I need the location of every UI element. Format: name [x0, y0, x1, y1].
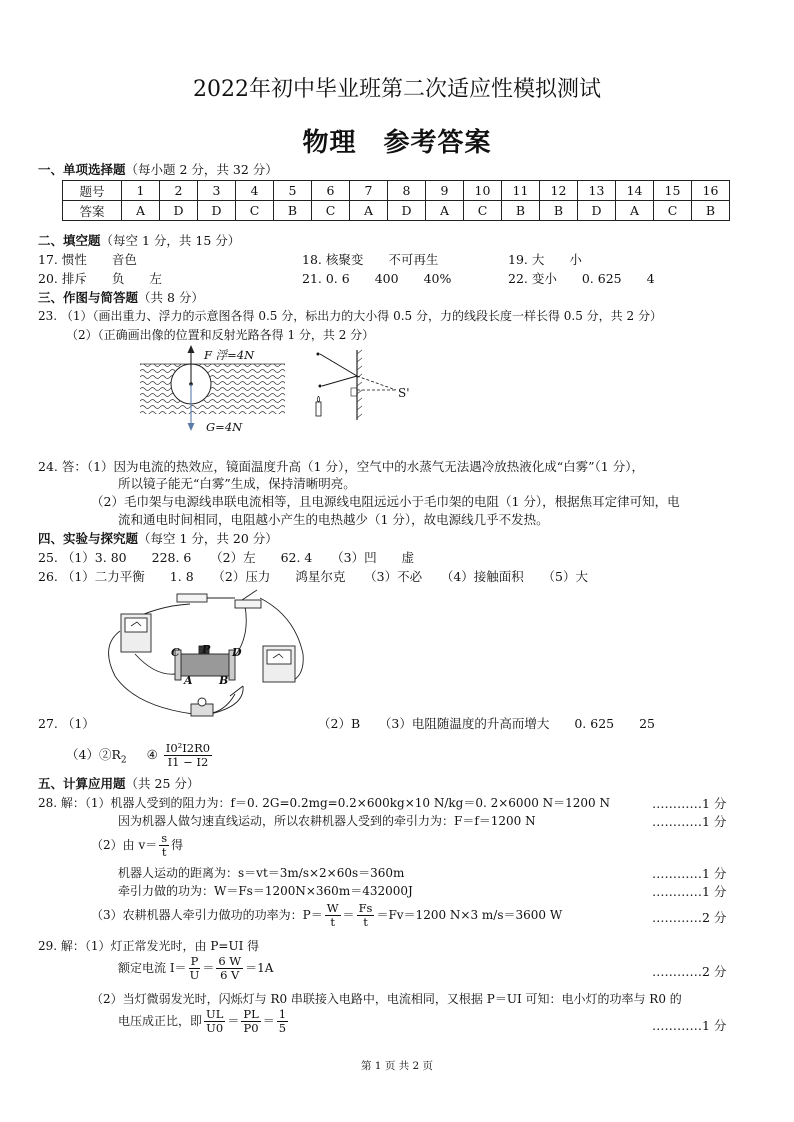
table-row-label: 题号 — [63, 181, 122, 201]
table-row-answers — [63, 201, 730, 221]
terminal-b-label: B — [219, 674, 229, 687]
q27-part1: 27. （1） — [38, 716, 95, 731]
q28-line-4: 机器人运动的距离为：s＝vt＝3m/s×2×60s＝360m — [118, 866, 405, 880]
q23-line-1: 23. （1）（画出重力、浮力的示意图各得 0.5 分，标出力的大小得 0.5 分，力的线段长度一样长得 0.5 分，共 2 分） — [38, 309, 662, 323]
answer-18: 18. 核聚变 不可再生 — [302, 252, 439, 267]
question-number-cell: 13 — [578, 181, 616, 201]
q23-line-2: （2）（正确画出像的位置和反射光路各得 1 分，共 2 分） — [66, 328, 375, 342]
answer-cell: A — [122, 201, 160, 221]
question-number-cell: 8 — [388, 181, 426, 201]
question-number-cell: 11 — [502, 181, 540, 201]
answer-cell: D — [160, 201, 198, 221]
circuit-diagram — [95, 586, 315, 726]
question-number-cell: 15 — [654, 181, 692, 201]
answer-cell: C — [654, 201, 692, 221]
q28-score-2: …………1 分 — [652, 814, 727, 829]
q28-line-6: （3）农耕机器人牵引力做功的功率为：P＝ $\frac{W}{t}$ ＝ $\frac{Fs}{t}$ ＝Fv＝1200 N×3 m/s＝3600 W — [91, 901, 563, 929]
section-1-heading: 一、单项选择题（每小题 2 分，共 32 分） — [38, 162, 278, 177]
answer-table — [62, 180, 730, 221]
buoyancy-force-label: F 浮=4N — [204, 348, 255, 362]
q29-line-4: 电压成正比，即 $\frac{UL}{U0}$ ＝ $\frac{PL}{P0}$ ＝ $\frac{1}{5}$ — [118, 1007, 287, 1035]
question-number-cell: 16 — [692, 181, 730, 201]
table-row-numbers — [63, 181, 730, 201]
q29-line-1: 29. 解：（1）灯正常发光时，由 P=UI 得 — [38, 939, 260, 953]
question-number-cell: 6 — [312, 181, 350, 201]
answer-26: 26. （1）二力平衡 1. 8 （2）压力 鸿星尔克 （3）不必 （4）接触面积 （5）大 — [38, 569, 588, 584]
q28-line-5: 牵引力做的功为：W＝Fs＝1200N×360m＝432000J — [118, 884, 413, 898]
answer-key-title: 物理 参考答案 — [302, 128, 492, 158]
question-number-cell: 14 — [616, 181, 654, 201]
question-number-cell: 5 — [274, 181, 312, 201]
answer-cell: C — [464, 201, 502, 221]
q27-part4: $(4)②R_2$ ④ $\frac{\text{I0²I2R0}}{I1 - I2}$ — [66, 741, 211, 769]
question-number-cell: 9 — [426, 181, 464, 201]
question-number-cell: 3 — [198, 181, 236, 201]
table-row-label: 答案 — [63, 201, 122, 221]
answer-cell: A — [350, 201, 388, 221]
question-number-cell: 10 — [464, 181, 502, 201]
slider-p-label: P — [202, 643, 211, 656]
section-4-heading: 四、实验与探究题（每空 1 分，共 20 分） — [38, 531, 278, 546]
answer-cell: B — [274, 201, 312, 221]
terminal-c-label: C — [171, 646, 180, 659]
answer-21: 21. 0. 6 400 40% — [302, 271, 452, 286]
q28-score-4: …………1 分 — [652, 884, 727, 899]
answer-cell: A — [616, 201, 654, 221]
exam-title: 2022年初中毕业班第二次适应性模拟测试 — [193, 77, 601, 102]
q28-score-3: …………1 分 — [652, 866, 727, 881]
question-number-cell: 7 — [350, 181, 388, 201]
page-footer: 第 1 页 共 2 页 — [360, 1060, 434, 1072]
question-number-cell: 12 — [540, 181, 578, 201]
answer-cell: D — [578, 201, 616, 221]
q24-line-4: 流和通电时间相同，电阻越小产生的电热越少（1 分），故电源线几乎不发热。 — [118, 512, 549, 527]
q28-line-3: （2）由 v＝ $\frac{s}{t}$ 得 — [91, 831, 184, 859]
mirror-reflection-diagram — [306, 346, 406, 426]
answer-19: 19. 大 小 — [508, 252, 582, 267]
q29-score-2: …………1 分 — [652, 1018, 727, 1033]
answer-17: 17. 惯性 音色 — [38, 252, 137, 267]
answer-25: 25. （1）3. 80 228. 6 （2）左 62. 4 （3）凹 虚 — [38, 550, 415, 565]
q29-line-2: 额定电流 I＝ $\frac{P}{U}$ ＝ $\frac{6 W}{6 V}$ ＝1A — [118, 954, 274, 982]
question-number-cell: 1 — [122, 181, 160, 201]
q27-fraction: $\frac{\text{I0²I2R0}}{I1 - I2}$ — [165, 741, 211, 769]
answer-cell: A — [426, 201, 464, 221]
q24-line-3: （2）毛巾架与电源线串联电流相等，且电源线电阻远远小于毛巾架的电阻（1 分），根据焦耳定律可知，电 — [91, 494, 680, 509]
q24-line-1: 24. 答：（1）因为电流的热效应，镜面温度升高（1 分），空气中的水蒸气无法遇冷放热液化成“白雾”（1 分）， — [38, 459, 644, 474]
answer-cell: C — [312, 201, 350, 221]
q28-line-2: 因为机器人做匀速直线运动，所以农耕机器人受到的牵引力为：F＝f＝1200 N — [118, 814, 536, 828]
q29-score-1: …………2 分 — [652, 964, 727, 979]
q29-line-3: （2）当灯微弱发光时，闪烁灯与 R0 串联接入电路中，电流相同，又根据 P＝UI 可知：电小灯的功率与 R0 的 — [91, 992, 682, 1006]
answer-22: 22. 变小 0. 625 4 — [508, 271, 655, 286]
image-point-label: S' — [398, 386, 410, 400]
section-3-heading: 三、作图与简答题（共 8 分） — [38, 290, 204, 305]
q24-line-2: 所以镜子能无“白雾”生成，保持清晰明亮。 — [118, 476, 356, 491]
answer-20: 20. 排斥 负 左 — [38, 271, 162, 286]
question-number-cell: 4 — [236, 181, 274, 201]
answer-cell: D — [198, 201, 236, 221]
answer-cell: B — [692, 201, 730, 221]
question-number-cell: 2 — [160, 181, 198, 201]
answer-cell: B — [540, 201, 578, 221]
answer-cell: C — [236, 201, 274, 221]
terminal-a-label: A — [184, 674, 193, 687]
answer-cell: B — [502, 201, 540, 221]
q28-score-1: …………1 分 — [652, 796, 727, 811]
terminal-d-label: D — [232, 646, 242, 659]
gravity-label: G=4N — [206, 420, 243, 434]
answer-cell: D — [388, 201, 426, 221]
q27-part2-3: （2）B （3）电阻随温度的升高而增大 0. 625 25 — [318, 716, 656, 731]
section-2-heading: 二、填空题（每空 1 分，共 15 分） — [38, 233, 241, 248]
section-5-heading: 五、计算应用题（共 25 分） — [38, 776, 200, 791]
q28-line-1: 28. 解：（1）机器人受到的阻力为：f＝0. 2G=0.2mg=0.2×600kg×10 N/kg＝0. 2×6000 N＝1200 N — [38, 796, 611, 810]
q28-score-5: …………2 分 — [652, 910, 727, 925]
